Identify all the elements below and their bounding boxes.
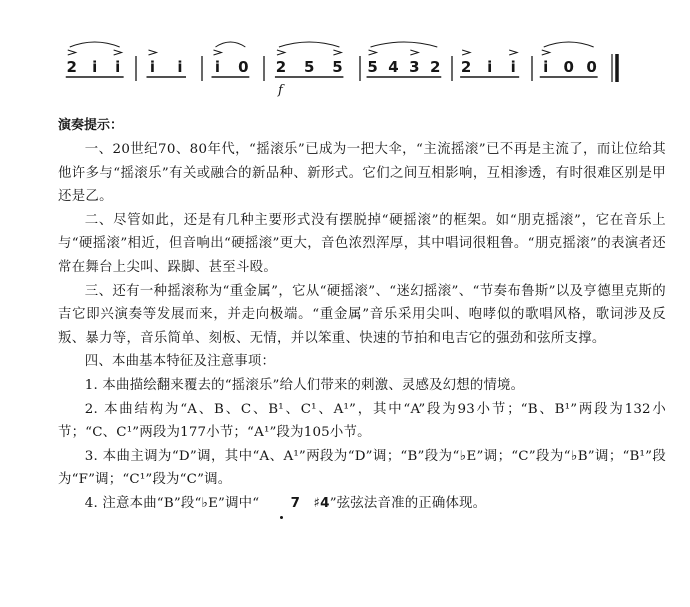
note-item-4 (58, 492, 666, 516)
accent-mark (369, 50, 377, 55)
accent-mark (114, 50, 122, 55)
paragraph-3: 三、还有一种摇滚称为“重金属”，它从“硬摇滚”、“迷幻摇滚”、“节奏布鲁斯”以及亨德里克斯的吉它即兴演奏等发展而来，并走向极端。“重金属”音乐采用尖叫、咆哮似的歌唱风格，歌词涉及反叛、暴力等，音乐简单、刻板、无情，并以笨重、快速的节拍和电吉它的强劲和弦所支撑。 (58, 283, 666, 346)
slur-mark (216, 42, 246, 47)
score-note: i (115, 58, 121, 76)
accent-mark (410, 50, 418, 55)
score-note: i (177, 58, 183, 76)
accent-mark (214, 50, 222, 55)
slur-mark (70, 42, 120, 47)
score-note: i (92, 58, 98, 76)
accent-mark (542, 50, 550, 55)
note-seven-low: 7 (264, 492, 300, 516)
slur-mark (371, 42, 438, 47)
note-item-1: 1. 本曲描绘翻来覆去的“摇滚乐”给人们带来的刺激、灵感及幻想的情境。 (84, 377, 525, 393)
score-note: i (214, 58, 221, 76)
score-note: i (543, 58, 549, 76)
dynamic-marking: f (278, 83, 283, 98)
score-note: 5 (303, 58, 315, 76)
accent-mark (462, 50, 470, 55)
paragraph-2: 二、尽管如此，还是有几种主要形式没有摆脱掉“硬摇滚”的框架。如“朋克摇滚”，它在音乐上与“硬摇滚”相近，但音响出“硬摇滚”更大，音色浓烈浑厚，其中唱词很粗鲁。“朋克摇滚”的表演者还常在舞台上尖叫、跺脚、甚至斗殴。 (58, 212, 666, 275)
slur-mark (544, 42, 594, 47)
accent-mark (333, 50, 341, 55)
score-note: 0 (238, 58, 249, 76)
performance-notes (58, 116, 666, 516)
score-note: 5 (367, 58, 378, 76)
score-staff (52, 34, 662, 100)
note-item-4-prefix: 4. 注意本曲“B”段“♭E”调中“ (84, 495, 260, 511)
note-item-2: 2. 本曲结构为“A、B、C、B¹、C¹、A¹”，其中“A”段为93小节；“B、B¹”两段为132小节；“C、C¹”两段为177小节；“A¹”段为105小节。 (58, 401, 666, 441)
accent-mark (68, 50, 76, 55)
score-note: 5 (332, 58, 343, 76)
score-note: 2 (430, 58, 441, 76)
paragraph-1: 一、20世纪70、80年代，“摇滚乐”已成为一把大伞，“主流摇滚”已不再是主流了，而让位给其他许多与“摇滚乐”有关或融合的新品种、新形式。它们之间互相影响，互相渗透，有时很难区别是甲还是乙。 (58, 142, 666, 205)
score-note: 2 (460, 58, 472, 76)
score-note: 2 (66, 58, 77, 76)
score-note: 4 (388, 58, 399, 76)
music-score (52, 34, 662, 100)
paragraph-4-heading: 四、本曲基本特征及注意事项： (84, 354, 276, 370)
accent-mark (277, 50, 285, 55)
score-note: i (487, 58, 493, 76)
note-item-4-suffix: ”弦弦法音准的正确体现。 (329, 495, 487, 511)
note-item-3: 3. 本曲主调为“D”调，其中“A、A¹”两段为“D”调；“B”段为“♭E”调；“C”段为“♭B”调；“B¹”段为“F”调；“C¹”段为“C”调。 (58, 448, 666, 488)
note-sharp-four: ♯4 (313, 495, 330, 511)
score-note: 3 (409, 58, 420, 76)
score-note: 0 (586, 58, 597, 76)
score-note: i (510, 58, 516, 76)
slur-mark (279, 42, 339, 47)
score-note: i (149, 58, 156, 76)
section-heading: 演奏提示： (58, 118, 124, 133)
accent-mark (149, 50, 157, 55)
score-note: 2 (275, 58, 287, 76)
score-note: 0 (563, 58, 574, 76)
accent-mark (509, 50, 517, 55)
